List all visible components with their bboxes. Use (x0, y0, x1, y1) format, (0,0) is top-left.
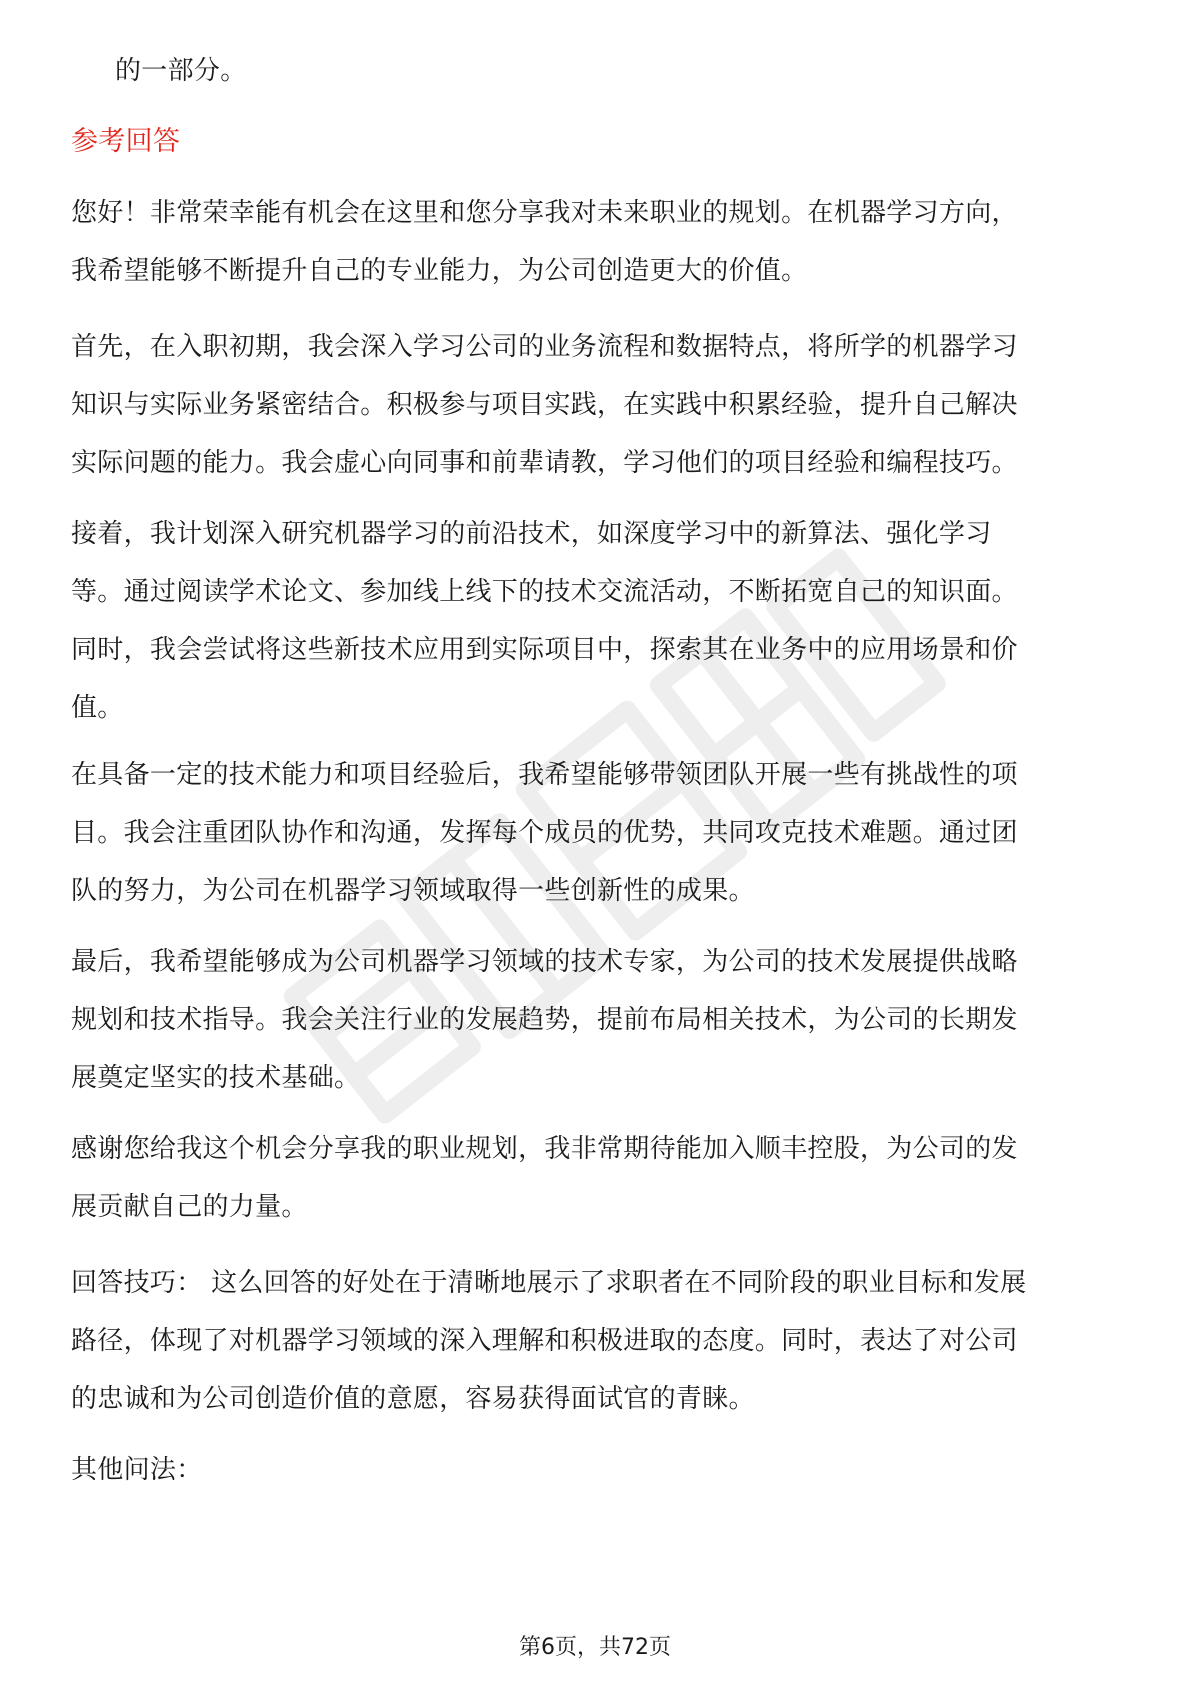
paragraph-first-stage (71, 318, 1131, 492)
paragraph-answer-tips (71, 1254, 1131, 1428)
paragraph-line: 最后，我希望能够成为公司机器学习领域的技术专家，为公司的技术发展提供战略 (71, 947, 1018, 977)
paragraph-second-stage (71, 505, 1131, 737)
answer-heading: 参考回答 (71, 126, 181, 157)
paragraph-line: 展贡献自己的力量。 (71, 1192, 308, 1222)
paragraph-other-questions (71, 1441, 1131, 1499)
page-number-footer: 第6页，共72页 (519, 1635, 671, 1660)
paragraph-line: 的忠诚和为公司创造价值的意愿，容易获得面试官的青睐。 (71, 1384, 755, 1414)
paragraph-line: 其他问法： (71, 1455, 203, 1485)
paragraph-line: 路径，体现了对机器学习领域的深入理解和积极进取的态度。同时，表达了对公司 (71, 1326, 1018, 1356)
paragraph-third-stage (71, 746, 1131, 920)
paragraph-line: 回答技巧： 这么回答的好处在于清晰地展示了求职者在不同阶段的职业目标和发展 (71, 1268, 1027, 1298)
paragraph-line: 首先，在入职初期，我会深入学习公司的业务流程和数据特点，将所学的机器学习 (71, 332, 1018, 362)
paragraph-line: 您好！非常荣幸能有机会在这里和您分享我对未来职业的规划。在机器学习方向， (71, 198, 1018, 228)
paragraph-line: 我希望能够不断提升自己的专业能力，为公司创造更大的价值。 (71, 256, 808, 286)
paragraph-line: 展奠定坚实的技术基础。 (71, 1063, 361, 1093)
paragraph-line: 同时，我会尝试将这些新技术应用到实际项目中，探索其在业务中的应用场景和价 (71, 635, 1018, 665)
paragraph-line: 目。我会注重团队协作和沟通，发挥每个成员的优势，共同攻克技术难题。通过团 (71, 818, 1018, 848)
paragraph-line: 感谢您给我这个机会分享我的职业规划，我非常期待能加入顺丰控股，为公司的发 (71, 1134, 1018, 1164)
paragraph-thanks (71, 1120, 1131, 1236)
paragraph-final-stage (71, 933, 1131, 1107)
paragraph-line: 值。 (71, 693, 124, 723)
paragraph-line: 实际问题的能力。我会虚心向同事和前辈请教，学习他们的项目经验和编程技巧。 (71, 448, 1018, 478)
paragraph-line: 接着，我计划深入研究机器学习的前沿技术，如深度学习中的新算法、强化学习 (71, 519, 992, 549)
paragraph-line: 知识与实际业务紧密结合。积极参与项目实践，在实践中积累经验，提升自己解决 (71, 390, 1018, 420)
paragraph-line: 规划和技术指导。我会关注行业的发展趋势，提前布局相关技术，为公司的长期发 (71, 1005, 1018, 1035)
continuation-text: 的一部分。 (115, 56, 247, 86)
paragraph-line: 在具备一定的技术能力和项目经验后，我希望能够带领团队开展一些有挑战性的项 (71, 760, 1018, 790)
paragraph-line: 队的努力，为公司在机器学习领域取得一些创新性的成果。 (71, 876, 755, 906)
paragraph-greeting (71, 184, 1131, 300)
paragraph-line: 等。通过阅读学术论文、参加线上线下的技术交流活动，不断拓宽自己的知识面。 (71, 577, 1018, 607)
